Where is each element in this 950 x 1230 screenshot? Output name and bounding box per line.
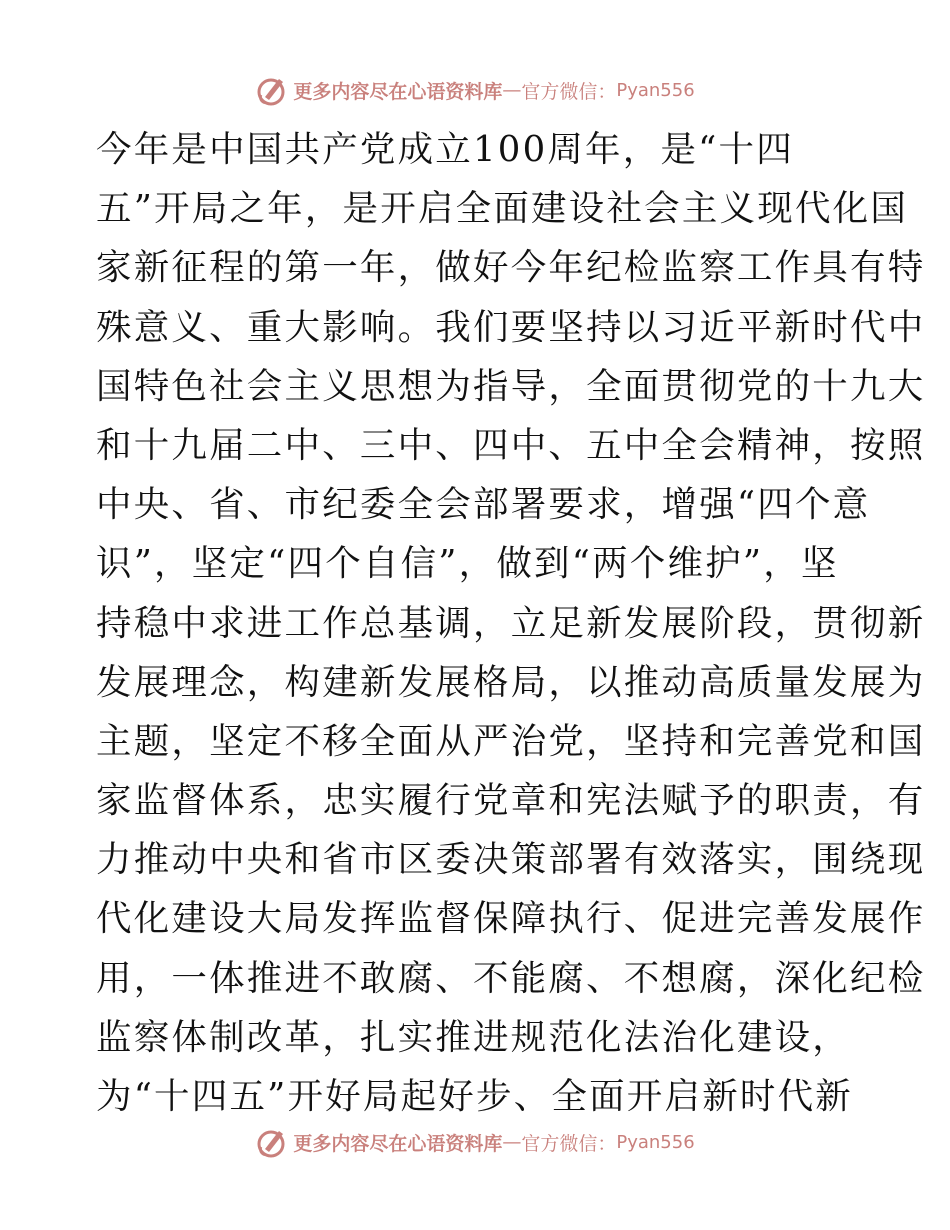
pen-logo-icon <box>255 73 289 107</box>
text-line: 用，一体推进不敢腐、不能腐、不想腐，深化纪检 <box>96 957 926 999</box>
watermark-wechat-id: Pyan556 <box>616 1131 695 1153</box>
watermark-main-text: 更多内容尽在心语资料库 <box>293 1132 503 1155</box>
text-line: 持稳中求进工作总基调，立足新发展阶段，贯彻新 <box>96 602 926 644</box>
text-line: 今年是中国共产党成立100周年，是“十四 <box>96 129 794 170</box>
text-line: 发展理念，构建新发展格局，以推动高质量发展为 <box>96 661 926 703</box>
text-line: 为“十四五”开好局起好步、全面开启新时代新 <box>96 1076 853 1117</box>
text-line: 和十九届二中、三中、四中、五中全会精神，按照 <box>96 424 926 466</box>
text-line: 家监督体系，忠实履行党章和宪法赋予的职责，有 <box>96 780 926 822</box>
text-line: 监察体制改革，扎实推进规范化法治化建设， <box>96 1016 851 1058</box>
text-line: 殊意义、重大影响。我们要坚持以习近平新时代中 <box>96 306 926 348</box>
watermark-wechat-id: Pyan556 <box>616 79 695 101</box>
footer-watermark <box>0 1122 950 1162</box>
document-body <box>96 120 926 1126</box>
text-line: 力推动中央和省市区委决策部署有效落实，围绕现 <box>96 839 926 881</box>
text-line: 国特色社会主义思想为指导，全面贯彻党的十九大 <box>96 365 926 407</box>
watermark-main-text: 更多内容尽在心语资料库 <box>293 80 503 103</box>
text-line: 中央、省、市纪委全会部署要求，增强“四个意 <box>96 484 871 526</box>
watermark-wechat-label: 官方微信： <box>521 1132 617 1155</box>
text-line: 家新征程的第一年，做好今年纪检监察工作具有特 <box>96 247 926 289</box>
watermark-separator: — <box>502 1131 522 1153</box>
text-line: 主题，坚定不移全面从严治党，坚持和完善党和国 <box>96 720 926 762</box>
watermark-separator: — <box>502 79 522 101</box>
text-line: 代化建设大局发挥监督保障执行、促进完善发展作 <box>96 898 926 940</box>
pen-logo-icon <box>255 1125 289 1159</box>
text-line: 五”开局之年，是开启全面建设社会主义现代化国 <box>96 188 909 230</box>
text-line: 识”，坚定“四个自信”，做到“两个维护”，坚 <box>96 543 839 585</box>
header-watermark <box>0 70 950 110</box>
watermark-wechat-label: 官方微信： <box>521 80 617 103</box>
